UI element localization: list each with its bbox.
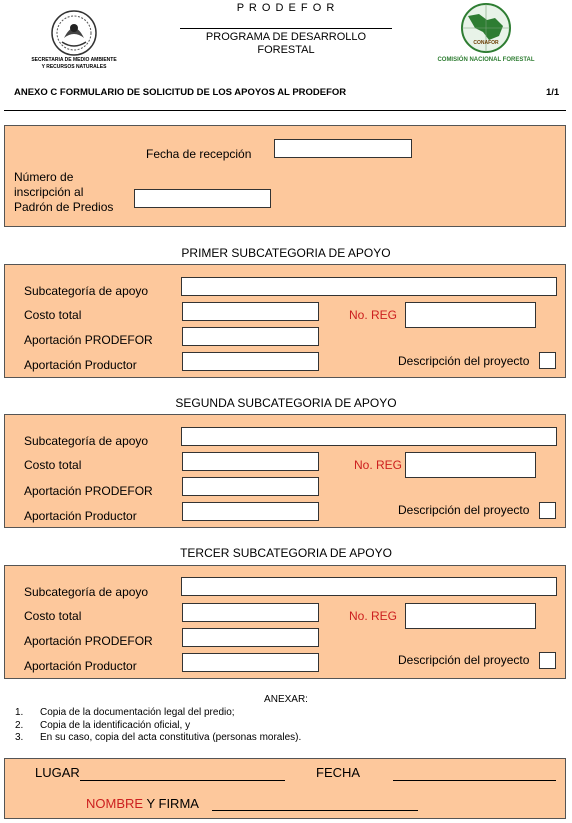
section-1-prodefor-field[interactable] [182,327,319,346]
program-subtitle-line-2: FORESTAL [257,44,315,56]
section-2-reg-label: No. REG [354,458,403,472]
annex-item [15,707,301,720]
semarnat-line-2: Y RECURSOS NATURALES [41,64,107,70]
program-subtitle [180,31,392,57]
section-3-reg-label: No. REG [349,609,398,623]
conafor-logo-text: CONAFOR [473,40,499,46]
section-1-subcategory-label: Subcategoría de apoyo [24,284,149,298]
section-2-prodefor-field[interactable] [182,477,319,496]
registry-label-line-1: Número de [14,170,74,184]
registry-label [14,170,113,215]
annex-item-number: 2. [15,719,24,731]
registry-label-line-3: Padrón de Predios [14,200,114,214]
section-3-total-cost-field[interactable] [182,603,319,622]
section-2-producer-field[interactable] [182,502,319,521]
signature-line[interactable] [212,810,418,811]
section-2-project-label: Descripción del proyecto [398,503,530,517]
section-1-total-cost-label: Costo total [24,308,82,322]
section-3-subcategory-label: Subcategoría de apoyo [24,585,149,599]
semarnat-seal [48,8,100,58]
semarnat-line-1: SECRETARIA DE MEDIO AMBIENTE [31,57,117,63]
section-1-reg-field[interactable] [405,302,536,328]
section-2-subcategory-label: Subcategoría de apoyo [24,434,149,448]
annex-item [15,720,301,733]
name-word: NOMBRE [86,796,144,811]
conafor-logo [459,2,513,54]
section-2-title: SEGUNDA SUBCATEGORIA DE APOYO [175,396,397,410]
section-1-subcategory-field[interactable] [181,277,557,296]
section-3-producer-label: Aportación Productor [24,659,137,673]
section-1-project-checkbox[interactable] [539,352,556,369]
annex-item-text: Copia de la documentación legal del predio; [40,707,235,718]
annex-item-number: 1. [15,707,24,718]
title-rule [4,110,566,111]
annex-item-text: En su caso, copia del acta constitutiva (personas morales). [40,732,302,743]
section-2-total-cost-field[interactable] [182,452,319,471]
section-3-producer-field[interactable] [182,653,319,672]
section-1-project-label: Descripción del proyecto [398,354,530,368]
section-3-total-cost-label: Costo total [24,609,82,623]
section-2-reg-field[interactable] [405,452,536,478]
section-3-prodefor-field[interactable] [182,628,319,647]
section-1-total-cost-field[interactable] [182,302,319,321]
section-1-producer-label: Aportación Productor [24,358,137,372]
section-3-subcategory-field[interactable] [181,577,557,596]
annex-item [15,732,301,745]
section-1-prodefor-label: Aportación PRODEFOR [24,333,153,347]
section-1-reg-label: No. REG [349,308,398,322]
date-label: FECHA [316,765,361,780]
reception-date-label: Fecha de recepción [146,147,252,161]
program-name: P R O D E F O R [236,2,336,14]
section-3-prodefor-label: Aportación PRODEFOR [24,634,153,648]
section-3-project-label: Descripción del proyecto [398,653,530,667]
program-subtitle-line-1: PROGRAMA DE DESARROLLO [205,31,367,43]
page-number: 1/1 [546,87,560,98]
section-3-reg-field[interactable] [405,603,536,629]
annex-heading: ANEXAR: [264,694,308,705]
signature-label [86,796,199,811]
date-line[interactable] [393,780,556,781]
section-2-producer-label: Aportación Productor [24,509,137,523]
annex-list [15,707,301,745]
place-label: LUGAR [35,765,80,780]
section-3-title: TERCER SUBCATEGORIA DE APOYO [180,546,392,560]
section-3-project-checkbox[interactable] [539,652,556,669]
annex-item-text: Copia de la identificación oficial, y [40,719,191,731]
section-2-total-cost-label: Costo total [24,458,82,472]
section-1-title: PRIMER SUBCATEGORIA DE APOYO [181,246,391,260]
section-2-prodefor-label: Aportación PRODEFOR [24,484,153,498]
semarnat-name [14,57,134,71]
section-1-producer-field[interactable] [182,352,319,371]
registry-number-field[interactable] [134,189,271,208]
annex-item-number: 3. [15,732,24,743]
place-line[interactable] [80,780,285,781]
annex-title: ANEXO C FORMULARIO DE SOLICITUD DE LOS APOYOS AL PRODEFOR [14,87,347,98]
header-rule [180,28,392,29]
section-2-subcategory-field[interactable] [181,427,557,446]
signature-word: Y FIRMA [146,796,199,811]
registry-label-line-2: inscripción al [14,185,84,199]
conafor-caption: COMISIÓN NACIONAL FORESTAL [437,57,535,63]
reception-date-field[interactable] [274,139,412,158]
section-2-project-checkbox[interactable] [539,502,556,519]
